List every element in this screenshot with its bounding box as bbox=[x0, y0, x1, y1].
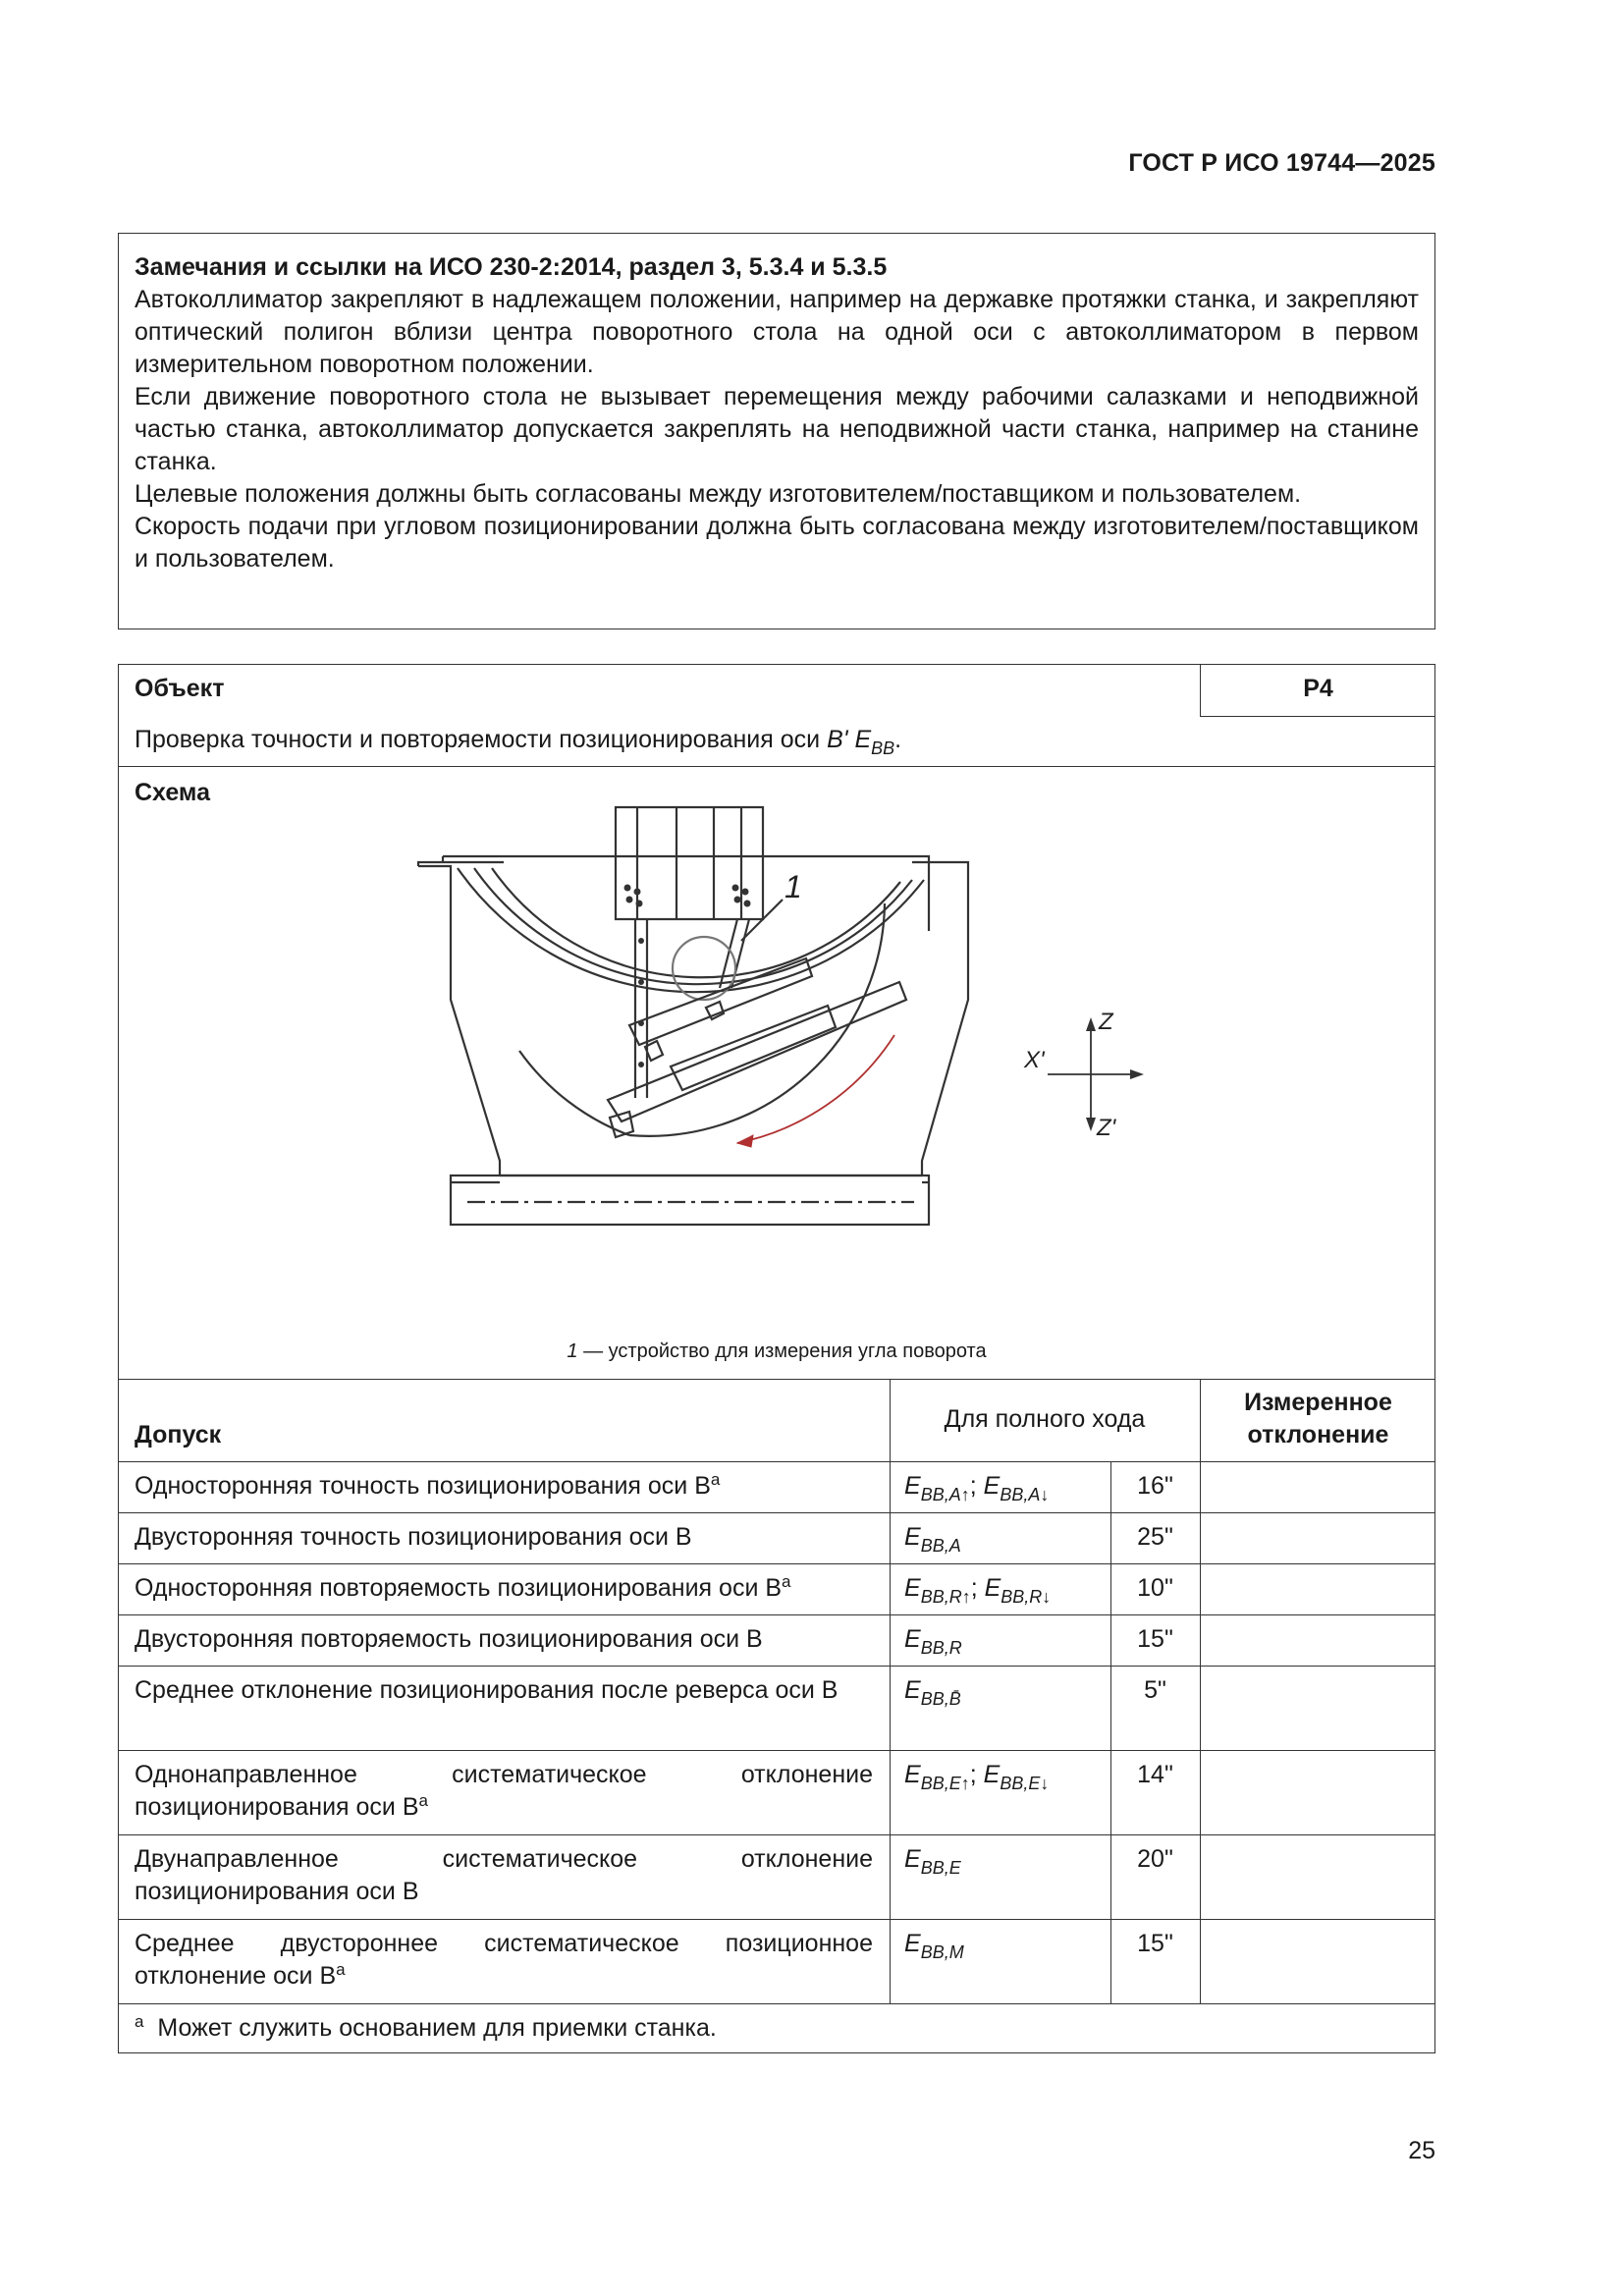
tolerance-row-symbol: $E_{BB,M}$ bbox=[904, 1930, 964, 1962]
tolerance-row-value: 10" bbox=[1137, 1574, 1173, 1602]
tolerance-row-description: Двунаправленное систематическое отклонение позиционирования оси B bbox=[135, 1845, 873, 1905]
notes-paragraph-3: Целевые положения должны быть согласованы между изготовителем/поставщиком и пользователем. bbox=[135, 480, 1302, 508]
notes-paragraph-1: Автоколлиматор закрепляют в надлежащем положении, например на державке протяжки станка, и закрепляют оптический полигон вблизи центра поворотного стола на одной оси с автоколлиматором в первом измерительном поворотном положении. bbox=[135, 286, 1419, 378]
tolerance-row-description: Односторонняя точность позиционирования оси $B^a$ bbox=[135, 1470, 721, 1500]
notes-box bbox=[118, 233, 1435, 629]
tolerance-row-value: 15" bbox=[1137, 1625, 1173, 1653]
tolerance-row-description: Среднее двустороннее систематическое позиционное отклонение оси $B^a$ bbox=[135, 1930, 873, 1990]
tolerance-row-symbol: $E_{BB,E}$ bbox=[904, 1845, 961, 1878]
axis-z-neg-label: Z' bbox=[1097, 1115, 1116, 1141]
tolerance-label: Допуск bbox=[135, 1421, 222, 1449]
tolerance-row-symbol: $E_{BB,A↑}$; $E_{BB,A↓}$ bbox=[904, 1472, 1050, 1504]
tolerance-row-symbol: $E_{BB,E↑}$; $E_{BB,E↓}$ bbox=[904, 1761, 1050, 1793]
scheme-drawing bbox=[119, 766, 1434, 1379]
axis-x-neg-label: X' bbox=[1024, 1047, 1045, 1073]
tolerance-row-description: Двусторонняя повторяемость позиционирования оси B bbox=[135, 1625, 763, 1653]
col-full-travel: Для полного хода bbox=[944, 1405, 1146, 1433]
tolerance-row-symbol: $E_{BB,R↑}$; $E_{BB,R↓}$ bbox=[904, 1574, 1052, 1607]
axis-z-label: Z bbox=[1099, 1009, 1113, 1035]
tolerance-row-symbol: $E_{BB,A}$ bbox=[904, 1523, 961, 1556]
scheme-caption: 1 — устройство для измерения угла поворота bbox=[567, 1340, 987, 1362]
tolerance-row-description: Среднее отклонение позиционирования после реверса оси B bbox=[135, 1676, 839, 1704]
tolerance-row-value: 16" bbox=[1137, 1472, 1173, 1500]
document-id: ГОСТ Р ИСО 19744—2025 bbox=[1128, 149, 1435, 177]
tolerance-row-symbol: $E_{BB,B̄}$ bbox=[904, 1676, 961, 1709]
notes-paragraph-2: Если движение поворотного стола не вызывает перемещения между рабочими салазками и неподвижной частью станка, автоколлиматор допускается закреплять на неподвижной части станка, например на станине станка. bbox=[135, 383, 1419, 475]
tolerance-row-value: 14" bbox=[1137, 1761, 1173, 1788]
notes-title: Замечания и ссылки на ИСО 230-2:2014, раздел 3, 5.3.4 и 5.3.5 bbox=[135, 253, 888, 281]
page-number: 25 bbox=[1408, 2137, 1435, 2164]
notes-paragraph-4: Скорость подачи при угловом позиционировании должна быть согласована между изготовителем/поставщиком и пользователем. bbox=[135, 513, 1419, 573]
object-table bbox=[118, 664, 1435, 2053]
tolerance-row-symbol: $E_{BB,R}$ bbox=[904, 1625, 962, 1658]
col-measured: Измеренное отклонение bbox=[1244, 1389, 1392, 1449]
object-label: Объект bbox=[135, 675, 225, 702]
object-code: P4 bbox=[1303, 675, 1333, 702]
tolerance-row-description: Однонаправленное систематическое отклонение позиционирования оси $B^a$ bbox=[135, 1761, 873, 1821]
tolerance-row-value: 5" bbox=[1144, 1676, 1166, 1704]
footnote: $^a$ Может служить основанием для приемки станка. bbox=[135, 2012, 717, 2042]
tolerance-row-value: 20" bbox=[1137, 1845, 1173, 1873]
tolerance-row-description: Двусторонняя точность позиционирования оси B bbox=[135, 1523, 692, 1551]
object-description: Проверка точности и повторяемости позиционирования оси B' $E_{BB}$. bbox=[135, 726, 902, 758]
scheme-label: Схема bbox=[135, 779, 210, 806]
tolerance-row-description: Односторонняя повторяемость позиционирования оси $B^a$ bbox=[135, 1572, 791, 1602]
tolerance-row-value: 15" bbox=[1137, 1930, 1173, 1957]
tolerance-row-value: 25" bbox=[1137, 1523, 1173, 1551]
scheme-callout-1: 1 bbox=[784, 869, 802, 904]
